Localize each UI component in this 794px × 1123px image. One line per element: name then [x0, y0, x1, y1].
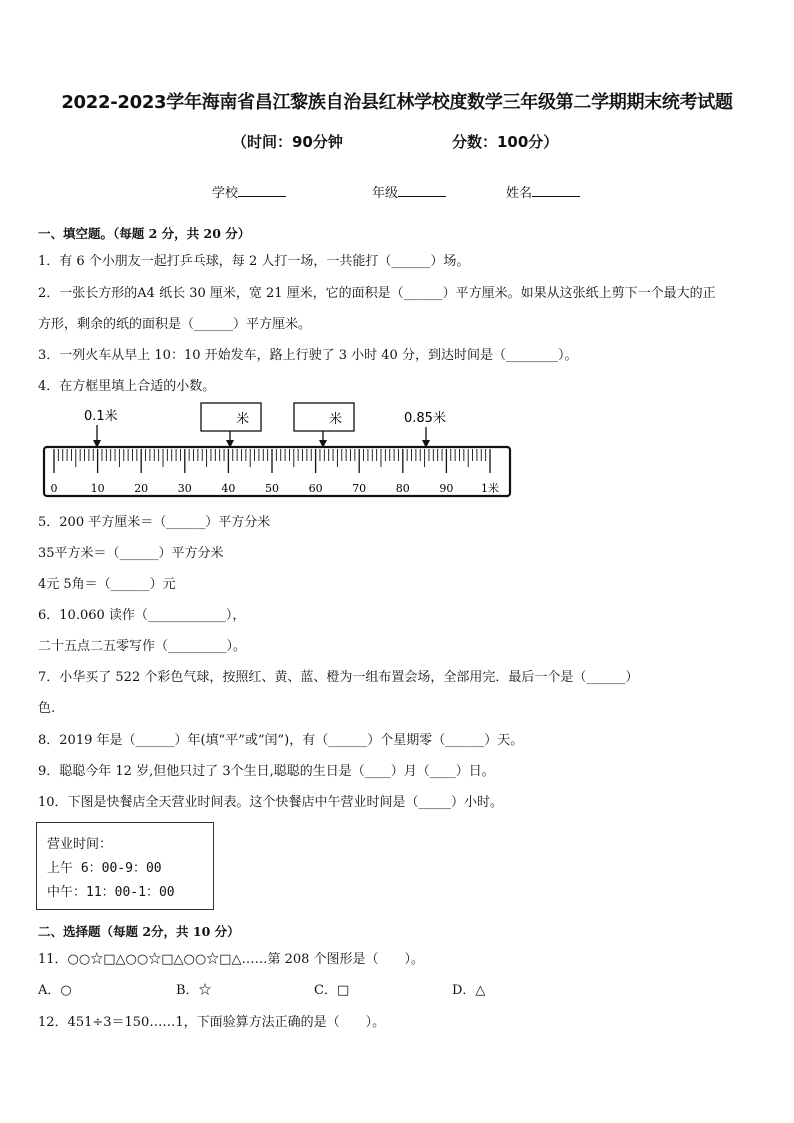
section1-heading: 一、填空题。（每题 2 分，共 20 分）	[38, 226, 251, 241]
exam-score: 分数：100分）	[452, 133, 559, 151]
name-field	[506, 182, 580, 201]
ruler-tick-label: 1米	[481, 482, 499, 495]
business-hours-box	[36, 822, 214, 910]
ruler-figure	[40, 400, 520, 500]
page-title: 2022-2023学年海南省昌江黎族自治县红林学校度数学三年级第二学期期末统考试题	[61, 92, 733, 113]
question-5a: 5．200 平方厘米＝（______）平方分米	[38, 515, 271, 530]
question-5b: 35平方米＝（______）平方分米	[38, 546, 224, 561]
ruler-tick-label: 10	[90, 482, 105, 495]
ruler-label-left: 0.1米	[84, 409, 118, 424]
question-7-line2: 色.	[38, 701, 56, 716]
school-label: 学校	[212, 186, 239, 201]
question-9: 9．聪聪今年 12 岁,但他只过了 3个生日,聪聪的生日是（____）月（____）日。	[38, 764, 495, 779]
question-2-line2: 方形，剩余的纸的面积是（______）平方厘米。	[38, 317, 312, 332]
question-11: 11．○○☆□△○○☆□△○○☆□△……第 208 个图形是（ ）。	[38, 952, 425, 967]
grade-label: 年级	[372, 186, 399, 201]
school-field	[212, 182, 286, 201]
hours-noon: 中午：11：00-1：00	[47, 885, 175, 900]
ruler-tick-label: 0	[50, 482, 58, 495]
question-12: 12．451÷3＝150……1，下面验算方法正确的是（ ）。	[38, 1015, 386, 1030]
question-2-line1: 2．一张长方形的A4 纸长 30 厘米，宽 21 厘米，它的面积是（______）平方厘米。如果从这张纸上剪下一个最大的正	[38, 286, 716, 301]
grade-blank	[398, 182, 446, 197]
answer-box-1	[201, 403, 261, 431]
option-d: D．△	[452, 983, 486, 998]
name-blank	[532, 182, 580, 197]
ruler-tick-label: 90	[439, 482, 454, 495]
ruler-tick-label: 50	[265, 482, 279, 495]
answer-box-2	[294, 403, 354, 431]
question-6a: 6．10.060 读作（____________），	[38, 608, 246, 623]
ruler-tick-label: 60	[308, 482, 323, 495]
question-8: 8．2019 年是（______）年(填“平”或“闰”)，有（______）个星期零（______）天。	[38, 733, 524, 748]
answer-box-1-unit: 米	[236, 412, 250, 427]
question-10: 10．下图是快餐店全天营业时间表。这个快餐店中午营业时间是（_____）小时。	[38, 795, 504, 810]
answer-box-2-unit: 米	[329, 412, 343, 427]
ruler-tick-label: 30	[177, 482, 192, 495]
question-7-line1: 7．小华买了 522 个彩色气球，按照红、黄、蓝、橙为一组布置会场，全部用完．最后一个是（______）	[38, 670, 639, 685]
grade-field	[372, 182, 446, 201]
school-blank	[238, 182, 286, 197]
question-5c: 4元 5角＝（______）元	[38, 577, 176, 592]
question-4: 4．在方框里填上合适的小数。	[38, 379, 216, 394]
option-a: A．○	[38, 983, 72, 998]
ruler-tick-label: 40	[221, 482, 236, 495]
ruler-tick-label: 20	[134, 482, 149, 495]
section2-heading: 二、选择题（每题 2分，共 10 分）	[38, 924, 240, 939]
hours-morning: 上午 6：00-9：00	[47, 861, 162, 876]
hours-title: 营业时间：	[47, 837, 113, 852]
option-c: C．□	[314, 983, 350, 998]
question-6b: 二十五点二五零写作（_________）。	[38, 639, 247, 654]
ruler-label-right: 0.85米	[404, 411, 446, 426]
ruler-tick-label: 80	[395, 482, 410, 495]
name-label: 姓名	[506, 186, 533, 201]
question-3: 3．一列火车从早上 10：10 开始发车，路上行驶了 3 小时 40 分，到达时间是（________）。	[38, 348, 578, 363]
question-1: 1．有 6 个小朋友一起打乒乓球，每 2 人打一场，一共能打（______）场。	[38, 254, 470, 269]
exam-time: （时间：90分钟	[232, 133, 343, 151]
option-b: B．☆	[176, 983, 212, 998]
ruler-tick-label: 70	[352, 482, 367, 495]
